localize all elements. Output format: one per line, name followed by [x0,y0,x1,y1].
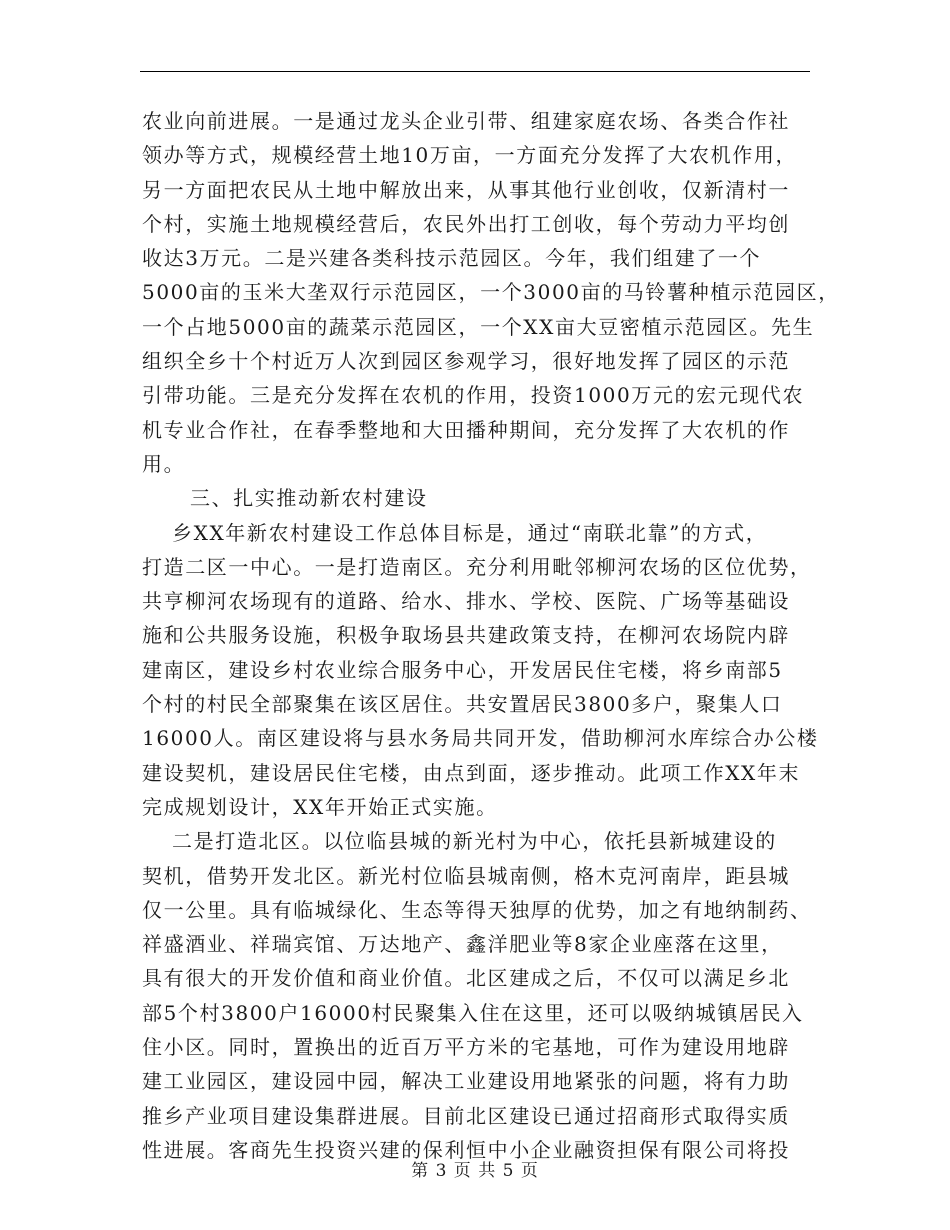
text-line: 具有很大的开发价值和商业价值。北区建成之后，不仅可以满足乡北 [142,966,790,991]
text-line: 机专业合作社，在春季整地和大田播种期间，充分发挥了大农机的作 [142,417,790,442]
text-line: 完成规划设计，XX年开始正式实施。 [142,794,498,819]
text-line: 引带功能。三是充分发挥在农机的作用，投资1000万元的宏元现代农 [142,383,805,408]
text-line: 个村，实施土地规模经营后，农民外出打工创收，每个劳动力平均创 [142,211,790,236]
text-line: 共亨柳河农场现有的道路、给水、排水、学校、医院、广场等基础设 [142,589,790,614]
text-line: 收达3万元。二是兴建各类科技示范园区。今年，我们组建了一个 [142,246,762,271]
text-line: 住小区。同时，置换出的近百万平方米的宅基地，可作为建设用地辟 [142,1035,790,1060]
text-line: 施和公共服务设施，积极争取场县共建政策支持，在柳河农场院内辟 [142,623,790,648]
text-line: 仅一公里。具有临城绿化、生态等得天独厚的优势，加之有地纳制药、 [142,897,812,922]
text-line: 建南区，建设乡村农业综合服务中心，开发居民住宅楼，将乡南部5 [142,657,783,682]
text-line: 领办等方式，规模经营土地10万亩，一方面充分发挥了大农机作用， [142,143,798,168]
text-line: 推乡产业项目建设集群进展。目前北区建设已通过招商形式取得实质 [142,1103,790,1128]
text-line: 另一方面把农民从土地中解放出来，从事其他行业创收，仅新清村一 [142,177,790,202]
text-line: 农业向前进展。一是通过龙头企业引带、组建家庭农场、各类合作社 [142,109,790,133]
text-line: 16000人。南区建设将与县水务局共同开发，借助柳河水库综合办公楼 [142,726,819,751]
text-line: 5000亩的玉米大垄双行示范园区，一个3000亩的马铃薯种植示范园区， [142,280,840,305]
header-rule [140,71,810,72]
page-footer: 第 3 页 共 5 页 [411,1161,539,1181]
body-text [142,104,840,1167]
text-line: 组织全乡十个村近万人次到园区参观学习，很好地发挥了园区的示范 [142,349,790,374]
text-line: 打造二区一中心。一是打造南区。充分利用毗邻柳河农场的区位优势， [142,554,812,579]
text-line: 建工业园区，建设园中园，解决工业建设用地紧张的问题，将有力助 [142,1069,790,1094]
text-line: 用。 [142,451,186,476]
text-line: 乡XX年新农村建设工作总体目标是，通过“南联北靠”的方式， [172,520,768,545]
section-heading: 三、扎实推动新农村建设 [190,486,428,511]
text-line: 建设契机，建设居民住宅楼，由点到面，逐步推动。此项工作XX年末 [142,760,801,785]
text-line: 二是打造北区。以位临县城的新光村为中心，依托县新城建设的 [172,829,777,854]
text-line: 契机，借势开发北区。新光村位临县城南侧，格木克河南岸，距县城 [142,863,790,888]
text-line: 个村的村民全部聚集在该区居住。共安置居民3800多户，聚集人口 [142,692,783,717]
text-line: 性进展。客商先生投资兴建的保利恒中小企业融资担保有限公司将投 [142,1137,790,1162]
text-line: 一个占地5000亩的蔬菜示范园区，一个XX亩大豆密植示范园区。先生 [142,314,815,339]
text-line: 祥盛酒业、祥瑞宾馆、万达地产、鑫洋肥业等8家企业座落在这里， [142,932,783,957]
text-line: 部5个村3800户16000村民聚集入住在这里，还可以吸纳城镇居民入 [142,1000,804,1025]
